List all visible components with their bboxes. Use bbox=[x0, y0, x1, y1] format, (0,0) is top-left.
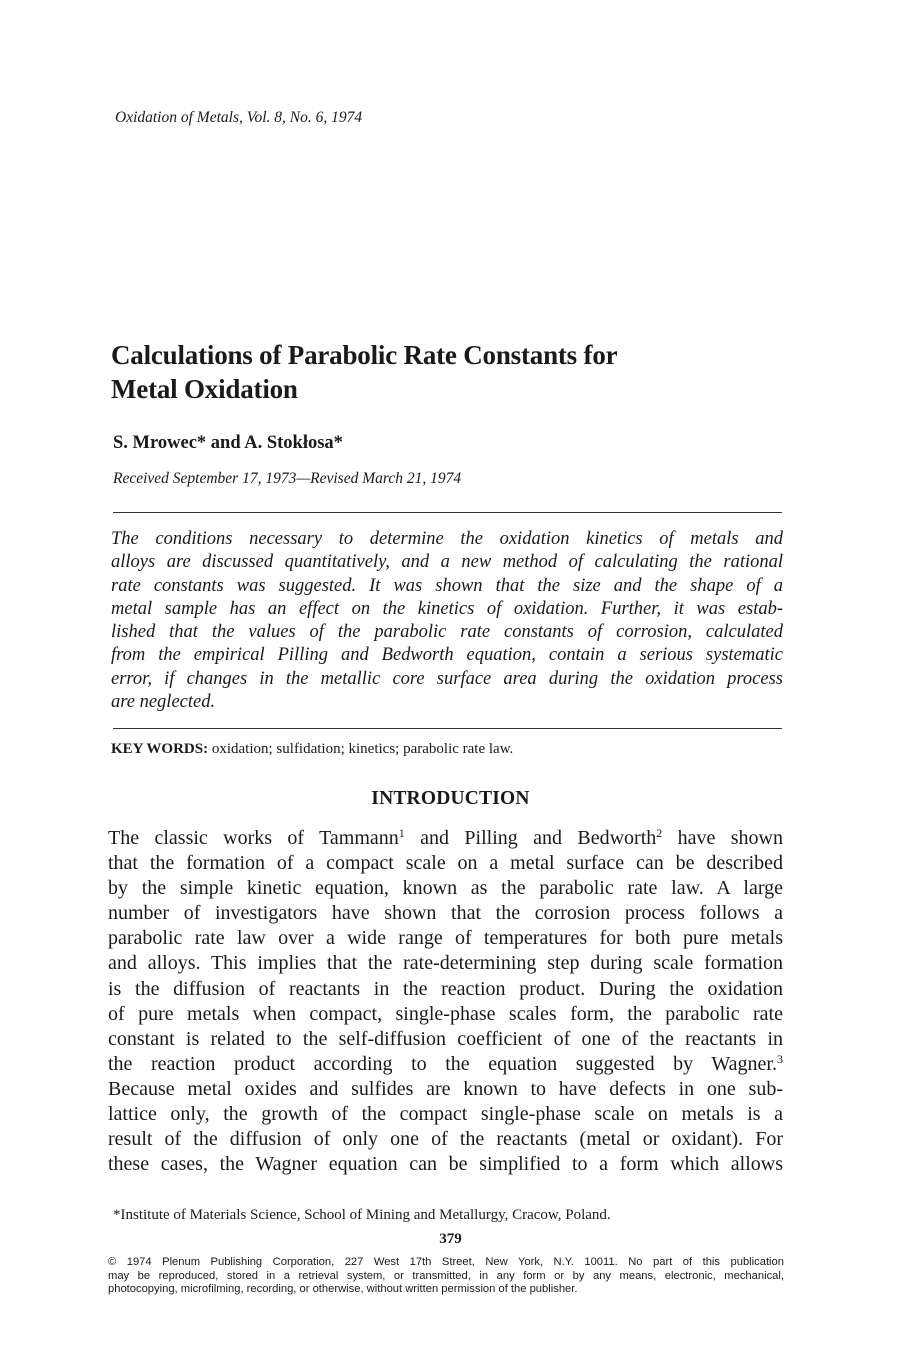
abstract-line: alloys are discussed quantitatively, and a new method of calculating the rational bbox=[111, 552, 783, 573]
abstract-line: The conditions necessary to determine the oxidation kinetics of metals and bbox=[111, 529, 783, 549]
abstract-line: are neglected. bbox=[111, 692, 216, 713]
body-line: lattice only, the growth of the compact single-phase scale on metals is a bbox=[108, 1103, 783, 1126]
body-text-segment: the reaction product according to the equation suggested by Wagner. bbox=[108, 1052, 777, 1075]
affiliation-footnote: *Institute of Materials Science, School of Mining and Metallurgy, Cracow, Poland. bbox=[113, 1207, 611, 1223]
keywords bbox=[111, 741, 513, 758]
body-line: Because metal oxides and sulfides are known to have defects in one sub- bbox=[108, 1077, 783, 1100]
body-text-segment: and Pilling and Bedworth bbox=[404, 827, 657, 849]
section-heading: INTRODUCTION bbox=[371, 788, 530, 809]
intro-paragraph bbox=[108, 826, 783, 1177]
body-line: and alloys. This implies that the rate-determining step during scale formation bbox=[108, 952, 783, 975]
abstract-line: from the empirical Pilling and Bedworth equation, contain a serious systematic bbox=[111, 645, 783, 666]
body-line: constant is related to the self-diffusion coefficient of one of the reactants in bbox=[108, 1027, 783, 1050]
abstract-line: rate constants was suggested. It was shown that the size and the shape of a bbox=[111, 575, 783, 596]
citation-ref: 2 bbox=[656, 826, 663, 840]
abstract-line: metal sample has an effect on the kinetics of oxidation. Further, it was estab- bbox=[111, 598, 783, 619]
copyright-line: © 1974 Plenum Publishing Corporation, 227 West 17th Street, New York, N.Y. 10011. No part of this publication bbox=[108, 1256, 784, 1268]
body-text-segment: have shown bbox=[662, 827, 783, 849]
body-line: parabolic rate law over a wide range of temperatures for both pure metals bbox=[108, 927, 783, 950]
abstract-bottom-rule bbox=[113, 728, 782, 729]
received-dates: Received September 17, 1973—Revised March 21, 1974 bbox=[113, 470, 462, 487]
citation-ref: 3 bbox=[777, 1051, 783, 1066]
abstract-top-rule bbox=[113, 512, 782, 513]
body-line bbox=[108, 1052, 783, 1077]
abstract bbox=[111, 528, 783, 714]
body-text-segment: The classic works of Tammann bbox=[108, 827, 399, 849]
journal-header: Oxidation of Metals, Vol. 8, No. 6, 1974 bbox=[115, 109, 363, 126]
keywords-text: oxidation; sulfidation; kinetics; parabolic rate law. bbox=[208, 741, 514, 757]
body-line bbox=[108, 826, 783, 851]
citation-ref: 1 bbox=[398, 826, 405, 840]
abstract-line: error, if changes in the metallic core surface area during the oxidation process bbox=[111, 668, 783, 689]
authors: S. Mrowec* and A. Stokłosa* bbox=[113, 433, 343, 453]
body-line: is the diffusion of reactants in the reaction product. During the oxidation bbox=[108, 977, 783, 1000]
copyright-line: may be reproduced, stored in a retrieval system, or transmitted, in any form or by any means, electronic, mechanical, bbox=[108, 1269, 784, 1282]
title-line: Metal Oxidation bbox=[111, 374, 298, 404]
body-line: by the simple kinetic equation, known as the parabolic rate law. A large bbox=[108, 877, 783, 900]
page-number: 379 bbox=[439, 1231, 462, 1247]
abstract-line: lished that the values of the parabolic rate constants of corrosion, calculated bbox=[111, 622, 783, 643]
body-line: of pure metals when compact, single-phase scales form, the parabolic rate bbox=[108, 1002, 783, 1025]
keywords-label: KEY WORDS: bbox=[111, 741, 209, 757]
paper-title bbox=[111, 338, 811, 406]
body-line: result of the diffusion of only one of the reactants (metal or oxidant). For bbox=[108, 1128, 783, 1151]
copyright-notice bbox=[108, 1256, 784, 1297]
copyright-line: photocopying, microfilming, recording, or otherwise, without written permission of the publisher. bbox=[108, 1283, 578, 1296]
body-line: number of investigators have shown that the corrosion process follows a bbox=[108, 902, 783, 925]
title-line: Calculations of Parabolic Rate Constants for bbox=[111, 340, 618, 370]
body-line: these cases, the Wagner equation can be simplified to a form which allows bbox=[108, 1153, 783, 1176]
body-line: that the formation of a compact scale on a metal surface can be described bbox=[108, 852, 783, 875]
